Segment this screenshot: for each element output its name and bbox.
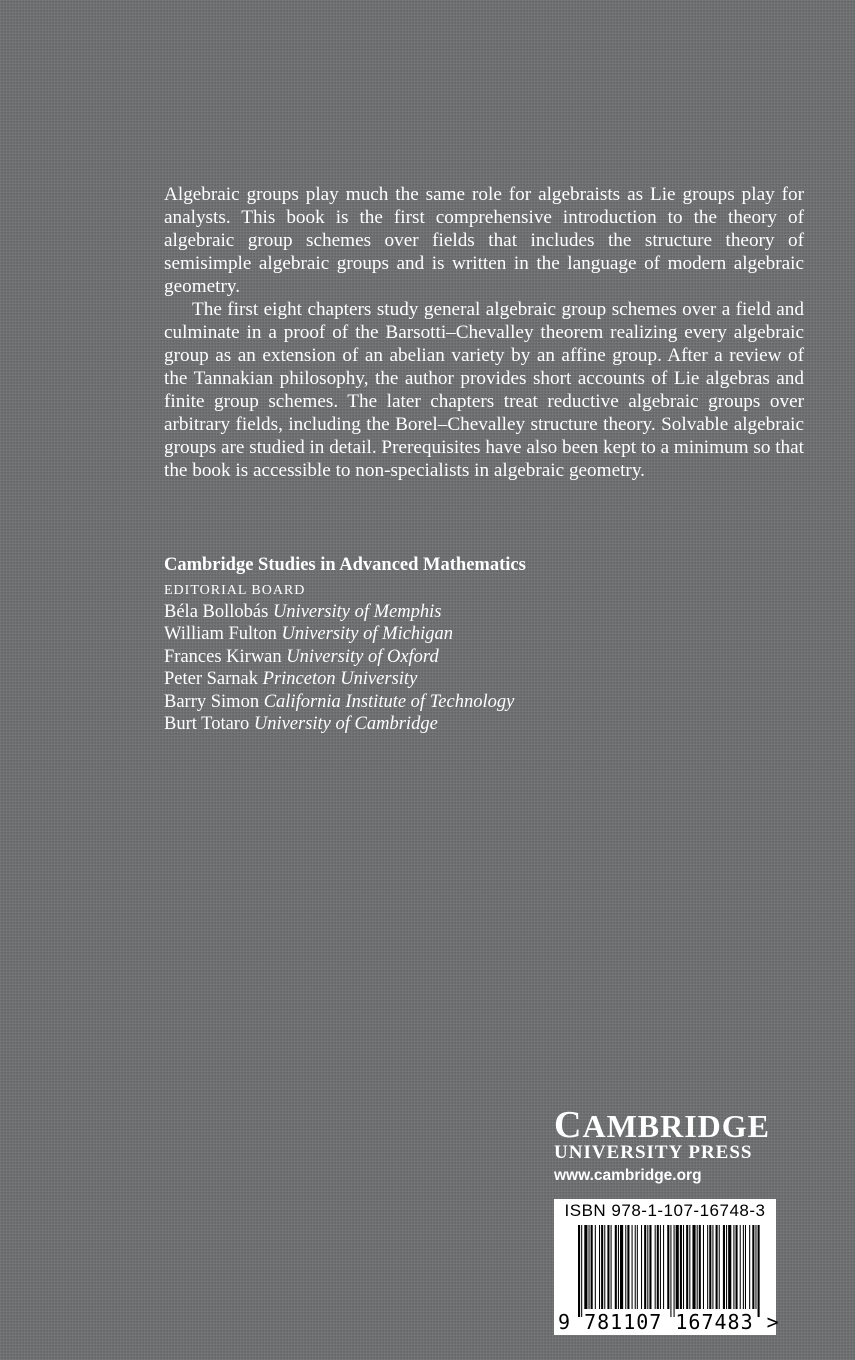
barcode-bar <box>683 1225 684 1309</box>
blurb-paragraph-1: Algebraic groups play much the same role for algebraists as Lie groups play for analysts. This book is the first comprehensive introduction to the theory of algebraic group schemes over fields that includes the structure theory of semisimple algebraic groups and is written in the language of modern algebraic geometry. <box>164 184 804 297</box>
barcode-bar <box>647 1225 648 1309</box>
barcode-bar <box>726 1225 727 1309</box>
barcode-bar <box>584 1225 587 1309</box>
barcode-bar <box>589 1225 590 1309</box>
barcode-bar <box>703 1225 704 1309</box>
barcode-bar <box>680 1225 682 1309</box>
board-member <box>164 713 804 736</box>
member-affiliation: University of Memphis <box>272 601 442 622</box>
barcode-bar <box>635 1225 636 1309</box>
barcode-bar <box>758 1225 760 1317</box>
barcode-bar <box>620 1225 623 1309</box>
barcode-bars <box>576 1225 766 1317</box>
member-name: Frances Kirwan <box>164 646 282 667</box>
member-name: Burt Totaro <box>164 714 250 734</box>
barcode-bar <box>637 1225 638 1309</box>
barcode-bar <box>607 1225 609 1309</box>
blurb <box>164 183 804 482</box>
barcode-bar <box>686 1225 688 1309</box>
barcode-bar <box>601 1225 603 1309</box>
barcode-bar <box>743 1225 744 1309</box>
member-name: William Fulton <box>164 624 277 644</box>
barcode-bar <box>667 1225 669 1309</box>
publisher-name-rest: AMBRIDGE <box>582 1108 771 1144</box>
barcode-bar <box>755 1225 756 1309</box>
barcode-bar <box>676 1225 679 1309</box>
barcode-bar <box>745 1225 746 1309</box>
barcode-bar <box>740 1225 741 1309</box>
series-info <box>164 554 804 736</box>
board-member <box>164 601 804 624</box>
barcode-bar <box>615 1225 617 1309</box>
member-name: Béla Bollobás <box>164 601 269 622</box>
barcode-bar <box>728 1225 731 1309</box>
barcode-bar <box>674 1225 675 1317</box>
barcode-bar <box>709 1225 711 1309</box>
board-member <box>164 691 804 714</box>
barcode-bar <box>599 1225 600 1309</box>
barcode-bar <box>604 1225 605 1309</box>
barcode-bar <box>689 1225 690 1309</box>
barcode-bar <box>627 1225 629 1309</box>
barcode-bar <box>736 1225 738 1309</box>
isbn-barcode <box>554 1199 780 1335</box>
barcode-bar <box>716 1225 718 1309</box>
barcode-bar <box>752 1225 754 1309</box>
member-name: Barry Simon <box>164 691 260 712</box>
member-affiliation: Princeton University <box>262 669 418 689</box>
board-member <box>164 623 804 646</box>
isbn-label: ISBN 978-1-107-16748-3 <box>564 1201 766 1220</box>
barcode-bar <box>723 1225 725 1309</box>
barcode-bar <box>618 1225 619 1309</box>
member-affiliation: University of Michigan <box>281 624 454 644</box>
barcode-bar <box>663 1225 664 1309</box>
barcode-bar <box>719 1225 720 1309</box>
member-name: Peter Sarnak <box>164 669 259 689</box>
member-affiliation: University of Oxford <box>286 646 439 667</box>
barcode-bar <box>697 1225 698 1309</box>
barcode-bar <box>649 1225 651 1309</box>
barcode-bar <box>595 1225 596 1309</box>
barcode-bar <box>749 1225 750 1309</box>
barcode-bar <box>644 1225 646 1309</box>
series-title: Cambridge Studies in Advanced Mathematics <box>164 555 526 575</box>
barcode-bar <box>660 1225 661 1309</box>
barcode-bar <box>581 1225 582 1317</box>
barcode-bar <box>707 1225 708 1309</box>
barcode-bar <box>655 1225 656 1309</box>
barcode-bar <box>657 1225 659 1309</box>
board-member <box>164 646 804 669</box>
board-member <box>164 668 804 691</box>
barcode-bar <box>632 1225 633 1309</box>
editorial-board-heading: EDITORIAL BOARD <box>164 582 306 598</box>
publisher-logo <box>554 1104 774 1189</box>
barcode-bar <box>699 1225 701 1309</box>
barcode-bar <box>692 1225 695 1309</box>
publisher-press: UNIVERSITY PRESS <box>554 1142 753 1163</box>
ean-digits: 9 781107 167483 > <box>558 1310 780 1334</box>
publisher-name <box>554 1104 774 1146</box>
barcode-bar <box>611 1225 612 1309</box>
publisher-name-initial: C <box>554 1104 583 1146</box>
barcode-bar <box>578 1225 580 1317</box>
blurb-paragraph-2: The first eight chapters study general algebraic group schemes over a field and culminate in a proof of the Barsotti–Chevalley theorem realizing every algebraic group as an extension of an abelian variety by an affine group. After a review of the Tannakian philosophy, the author provides short accounts of Lie algebras and finite group schemes. The later chapters treat reductive algebraic groups over arbitrary fields, including the Borel–Chevalley structure theory. Solvable algebraic groups are studied in detail. Prerequisites have also been kept to a minimum so that the book is accessible to non-specialists in algebraic geometry. <box>164 299 804 481</box>
barcode-bar <box>712 1225 713 1309</box>
barcode-bar <box>641 1225 642 1309</box>
publisher-url: www.cambridge.org <box>554 1167 702 1184</box>
barcode-bar <box>625 1225 626 1309</box>
barcode-bar <box>670 1225 671 1317</box>
member-affiliation: University of Cambridge <box>253 714 438 734</box>
barcode-bar <box>733 1225 734 1309</box>
barcode-bar <box>591 1225 593 1309</box>
member-affiliation: California Institute of Technology <box>263 691 515 712</box>
